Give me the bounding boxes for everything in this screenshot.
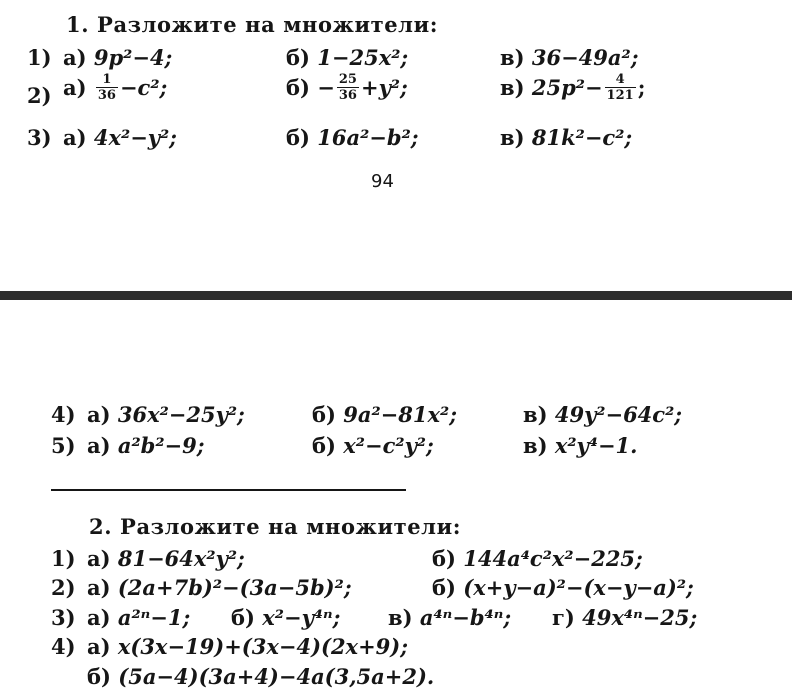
task2-row3-b: б) x²−y⁴ⁿ; bbox=[231, 605, 341, 630]
task1-row5-b: б) x²−c²y²; bbox=[312, 433, 434, 458]
task1-row3-a: а) 4x²−y²; bbox=[63, 125, 177, 150]
task1-row2-a: а) $\frac{1}{36}$ −c²; bbox=[63, 72, 168, 103]
task1-title-text: Разложите на множители: bbox=[97, 12, 439, 37]
page-divider bbox=[0, 291, 792, 300]
task1-row4-v: в) 49y²−64c²; bbox=[523, 402, 683, 427]
fraction-1-36: $\frac{1}{36}$ bbox=[97, 72, 116, 103]
task1-number: 1. bbox=[66, 12, 90, 37]
task1-title bbox=[66, 14, 438, 35]
task2-row1-num: 1) bbox=[51, 546, 76, 571]
task1-row1-b: б) 1−25x²; bbox=[286, 45, 409, 70]
task2-row4-num: 4) bbox=[51, 634, 76, 659]
task1-row2-v: в) 25p²− $\frac{4}{121}$ ; bbox=[500, 72, 646, 103]
task2-row2-num: 2) bbox=[51, 575, 76, 600]
task1-row1-v: в) 36−49a²; bbox=[500, 45, 639, 70]
task1-row3-b: б) 16a²−b²; bbox=[286, 125, 419, 150]
task2-row3-g: г) 49x⁴ⁿ−25; bbox=[552, 605, 698, 630]
task2-title-text: Разложите на множители: bbox=[120, 514, 462, 539]
task1-row1-num: 1) bbox=[27, 45, 52, 70]
section-rule bbox=[51, 489, 406, 491]
fraction-4-121: $\frac{4}{121}$ bbox=[606, 72, 634, 103]
task2-row3-a: а) a²ⁿ−1; bbox=[87, 605, 191, 630]
task2-number: 2. bbox=[89, 514, 113, 539]
task2-row2-b: б) (x+y−a)²−(x−y−a)²; bbox=[432, 575, 694, 600]
page-number: 94 bbox=[371, 171, 394, 192]
task1-row4-num: 4) bbox=[51, 402, 76, 427]
task2-row2-a: а) (2a+7b)²−(3a−5b)²; bbox=[87, 575, 352, 600]
task1-row1-a: а) 9p²−4; bbox=[63, 45, 173, 70]
task2-row4-a: а) x(3x−19)+(3x−4)(2x+9); bbox=[87, 634, 408, 659]
task2-row3-num: 3) bbox=[51, 605, 76, 630]
task1-row3-num: 3) bbox=[27, 125, 52, 150]
task1-row5-v: в) x²y⁴−1. bbox=[523, 433, 638, 458]
task1-row4-b: б) 9a²−81x²; bbox=[312, 402, 457, 427]
task1-row3-v: в) 81k²−c²; bbox=[500, 125, 633, 150]
task2-title bbox=[89, 516, 461, 537]
task1-row4-a: а) 36x²−25y²; bbox=[87, 402, 245, 427]
task1-row2-b: б) − $\frac{25}{36}$ +y²; bbox=[286, 72, 408, 103]
task2-row4-b: б) (5a−4)(3a+4)−4a(3,5a+2). bbox=[87, 664, 435, 689]
task2-row1-b: б) 144a⁴c²x²−225; bbox=[432, 546, 643, 571]
task1-row5-num: 5) bbox=[51, 433, 76, 458]
task1-row2-num: 2) bbox=[27, 83, 52, 108]
task2-row3-v: в) a⁴ⁿ−b⁴ⁿ; bbox=[388, 605, 512, 630]
fraction-25-36: $\frac{25}{36}$ bbox=[338, 72, 357, 103]
task1-row5-a: а) a²b²−9; bbox=[87, 433, 205, 458]
task2-row1-a: а) 81−64x²y²; bbox=[87, 546, 245, 571]
